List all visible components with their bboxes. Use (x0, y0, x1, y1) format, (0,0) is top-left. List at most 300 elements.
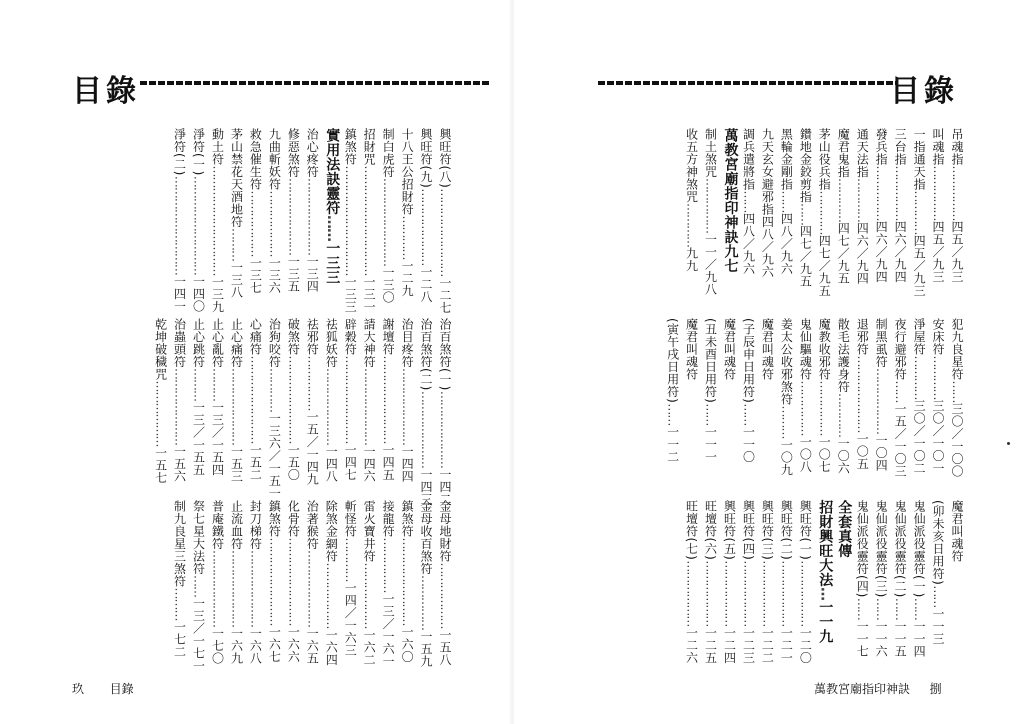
toc-entry-name: 魔君叫魂符 (722, 318, 737, 381)
toc-entry-page: 九九 (684, 247, 699, 272)
toc-leader-dots: …… (893, 380, 908, 403)
toc-entry-page: 一四八 (324, 445, 339, 483)
toc-entry-name: 姜太公收邪煞符 (779, 318, 794, 406)
toc-entry-page: 一〇八 (798, 435, 813, 473)
toc-entry (704, 500, 718, 670)
toc-entry-name: 斬怪符 (343, 500, 358, 538)
toc-entry-page: 一四一 (172, 274, 187, 313)
toc-entry-page: 一五六 (172, 445, 187, 483)
toc-entry-page: 一二五 (703, 626, 718, 664)
toc-leader-dots: ………………… (172, 368, 187, 445)
toc-leader-dots: ………… (912, 190, 927, 235)
toc-entry-page: 一一三 (931, 607, 946, 645)
toc-entry-name: 止心跳符 (191, 318, 206, 368)
right-footer-book-title: 萬教宮廟指印神訣 (814, 682, 911, 696)
toc-leader-dots: ………………… (419, 390, 434, 468)
toc-leader-dots: ……… (191, 368, 206, 401)
toc-entry-page: 一七〇 (210, 627, 225, 665)
toc-entry (893, 500, 907, 670)
toc-entry-name: 治心疼符 (305, 128, 320, 178)
toc-entry-page: 一一七 (855, 619, 870, 658)
toc-leader-dots: ………… (684, 203, 699, 247)
toc-entry (267, 318, 282, 500)
toc-leader-dots: … (817, 587, 834, 600)
toc-entry-name: 鬼仙派役靈符(三) (874, 500, 889, 598)
toc-entry-page: 一六五 (305, 627, 320, 665)
toc-entry-name: 退邪符 (855, 318, 870, 356)
toc-leader-dots: ………………… (248, 550, 263, 627)
toc-entry-page: 一一九 (817, 600, 834, 644)
toc-entry (685, 500, 699, 670)
toc-entry-page: 一四六 (362, 445, 377, 483)
toc-entry (779, 318, 793, 488)
toc-entry-name: 全套真傳 (836, 500, 853, 558)
toc-entry-name: 動土符 (210, 128, 225, 166)
toc-entry-page: 一二〇 (798, 626, 813, 664)
toc-entry-page: 一三六／一五一 (267, 412, 282, 500)
toc-entry-name: 旺壇符(六) (703, 500, 718, 561)
toc-entry-name: 乾坤破穢咒 (153, 318, 168, 381)
toc-entry-name: 興旺符(八) (438, 128, 452, 189)
toc-entry-name: 實用法訣靈符 (324, 128, 341, 215)
toc-entry-page: 一一〇 (741, 425, 756, 463)
toc-entry-name: 制黑虱符 (874, 318, 889, 368)
toc-entry (760, 500, 774, 670)
toc-leader-dots: ………… (836, 178, 851, 222)
toc-leader-dots: ……………… (362, 562, 377, 629)
toc-entry (210, 500, 224, 670)
toc-leader-dots: ……… (210, 368, 225, 401)
toc-entry-name: 調兵遣將指 (741, 128, 756, 191)
toc-entry-name: 封刀梯符 (248, 500, 263, 550)
toc-entry-page: 一六六 (286, 625, 301, 663)
toc-leader-dots: …… (703, 403, 718, 426)
toc-leader-dots: …………………… (286, 355, 301, 444)
toc-entry (173, 500, 187, 670)
toc-entry-name: 祭七星大法符 (191, 500, 206, 575)
toc-entry-name: 九曲斬妖符 (267, 128, 282, 191)
toc-entry (362, 128, 377, 313)
toc-entry-name: 魔教收邪符 (817, 318, 832, 381)
toc-entry (286, 318, 300, 488)
toc-entry-name: 發兵指 (874, 128, 889, 166)
toc-entry (324, 128, 340, 298)
toc-entry (343, 318, 357, 488)
toc-entry (931, 500, 945, 670)
toc-leader-dots: …………… (817, 380, 832, 436)
toc-entry-name: 接龍符 (381, 500, 396, 538)
toc-entry-name: 化骨符 (286, 500, 301, 538)
toc-leader-dots: …… (931, 585, 946, 608)
toc-entry-page: 一三六 (267, 256, 282, 294)
toc-entry-page: 四六／九四 (855, 222, 870, 285)
toc-entry (741, 318, 755, 488)
toc-entry-page: 四八／九六 (779, 212, 794, 275)
toc-entry (893, 128, 907, 298)
toc-entry-page: 四七／九五 (798, 225, 813, 288)
toc-entry-name: 治狗咬符 (267, 318, 282, 368)
toc-entry-page: 一四〇 (191, 274, 206, 313)
left-footer (72, 680, 134, 697)
toc-entry-page: 一五二 (248, 443, 263, 481)
toc-leader-dots: ……………… (267, 190, 282, 257)
toc-leader-dots: …………………… (267, 537, 282, 626)
toc-entry (685, 128, 699, 298)
toc-entry (267, 128, 281, 298)
toc-entry-page: 一三三 (343, 275, 358, 313)
toc-leader-dots: …… (741, 403, 756, 426)
toc-entry-page: 一三七 (248, 256, 263, 294)
toc-entry (874, 318, 888, 488)
right-page-title: 目錄 (890, 74, 958, 109)
toc-entry (305, 318, 319, 488)
toc-entry-page: 一五八 (438, 628, 452, 666)
toc-entry-page: 四七／九五 (817, 234, 832, 297)
toc-entry (741, 500, 755, 670)
toc-entry (324, 318, 338, 488)
toc-entry-page: 一六〇 (400, 625, 415, 663)
toc-entry-page: 一五三 (229, 445, 244, 483)
toc-entry-page: 一六八 (248, 627, 263, 665)
toc-entry (173, 318, 187, 488)
toc-entry-name: 止心亂符 (210, 318, 225, 368)
toc-entry-name: 散毛法護身符 (836, 318, 851, 393)
toc-entry-page: 一五九 (419, 630, 434, 668)
toc-leader-dots: ………………… (305, 550, 320, 627)
toc-entry (950, 128, 964, 298)
toc-leader-dots: ………………………… (362, 165, 377, 276)
toc-leader-dots: ………… (912, 355, 927, 400)
toc-entry-page: 一二七 (438, 276, 452, 314)
right-page (512, 0, 1024, 724)
toc-leader-dots: ……………………… (172, 175, 187, 275)
toc-entry-page: 一四三 (419, 467, 434, 506)
toc-entry (798, 318, 812, 488)
toc-entry-page: 一二八 (419, 265, 434, 303)
toc-entry (741, 128, 755, 298)
toc-leader-dots: ………………… (438, 390, 452, 468)
toc-entry-name: 破煞符 (286, 318, 301, 356)
toc-entry-name: 旺壇符(七) (684, 500, 699, 561)
toc-entry-name: 魔君叫魂符 (760, 318, 775, 381)
toc-entry-name: 招財咒 (362, 128, 377, 166)
toc-entry-name: 謝壇符 (381, 318, 396, 356)
toc-leader-dots: ………………… (305, 178, 320, 255)
toc-entry-page: 一四五 (381, 443, 396, 481)
toc-leader-dots: ………… (836, 393, 851, 437)
toc-entry-page: 三〇／一〇〇 (950, 402, 964, 478)
toc-leader-dots: ……………… (703, 560, 718, 627)
toc-entry (191, 128, 206, 313)
toc-entry-name: 治百煞符(二) (419, 318, 434, 391)
right-footer (814, 680, 942, 697)
toc-entry-name: (卯未亥日用符) (931, 500, 946, 586)
toc-entry-page: 一三五 (286, 255, 301, 293)
toc-entry (722, 500, 736, 670)
toc-entry-name: 犯九良星符 (950, 318, 964, 381)
toc-entry-name: 魔君叫魂符 (950, 500, 964, 563)
left-footer-section: 目錄 (109, 682, 134, 696)
toc-entry-name: 十八王公招財符 (400, 128, 415, 216)
toc-entry-name: 淨符(一) (191, 128, 206, 176)
toc-entry-name: 魔君鬼指 (836, 128, 851, 178)
toc-entry-page: 一五／一四九 (305, 410, 320, 486)
toc-entry-page: 一一四 (912, 619, 927, 658)
toc-leader-dots: …… (874, 597, 889, 620)
toc-entry (400, 318, 414, 488)
toc-entry-name: 興旺符(二) (779, 500, 794, 561)
toc-entry-name: 鬼仙派役靈符(四) (855, 500, 870, 598)
toc-leader-dots: ……………… (874, 368, 889, 434)
toc-entry-page: 一二九 (400, 259, 415, 297)
toc-entry-page: 一二三 (741, 626, 756, 664)
toc-entry (912, 500, 926, 670)
left-title-rule (140, 81, 490, 85)
toc-entry (154, 318, 168, 488)
toc-entry-page: 四五／九三 (950, 220, 964, 283)
toc-entry (874, 128, 888, 298)
toc-leader-dots: ……………… (438, 562, 452, 629)
toc-entry-page: 四七／九五 (836, 222, 851, 285)
toc-entry (381, 500, 395, 670)
toc-entry (874, 500, 888, 670)
toc-leader-dots: …………………… (381, 178, 396, 266)
toc-entry (855, 128, 869, 298)
toc-entry-name: 夜行避邪符 (893, 318, 908, 381)
toc-leader-dots: ………………… (400, 368, 415, 445)
toc-entry-name: 除煞金網符 (324, 500, 339, 563)
toc-entry (229, 500, 243, 670)
toc-entry-name: 治著猴符 (305, 500, 320, 550)
toc-entry (704, 318, 718, 488)
toc-entry-page: 一三／一五四 (210, 401, 225, 476)
toc-entry-name: 制土煞咒 (703, 128, 718, 178)
toc-entry (931, 318, 945, 488)
toc-entry-page: 一三八 (229, 261, 244, 299)
toc-leader-dots: ………… (343, 537, 358, 582)
toc-entry-page: 三〇／一〇二 (912, 399, 927, 475)
toc-leader-dots: ……………………… (191, 175, 206, 275)
toc-entry-page: 一二二 (760, 626, 775, 664)
toc-entry-name: 通天法指 (855, 128, 870, 178)
toc-leader-dots: …………………… (400, 537, 415, 626)
toc-entry (381, 128, 396, 304)
toc-entry-name: 興旺符(一) (798, 500, 813, 561)
toc-leader-dots: …………… (798, 380, 813, 436)
toc-entry (760, 318, 774, 488)
right-footer-page-number: 捌 (929, 682, 942, 696)
toc-entry-name: (丑未酉日用符) (703, 318, 718, 404)
toc-entry (912, 318, 926, 488)
toc-entry (798, 500, 812, 670)
toc-entry (400, 500, 414, 670)
toc-entry-name: 安床符 (931, 318, 946, 356)
toc-entry-name: 三台指 (893, 128, 908, 166)
toc-entry (229, 318, 243, 488)
toc-entry (305, 500, 319, 670)
toc-leader-dots: ……………… (741, 560, 756, 627)
toc-leader-dots: ……………… (798, 560, 813, 627)
toc-leader-dots: ……………… (722, 560, 737, 627)
toc-leader-dots: …… (798, 203, 813, 225)
toc-leader-dots: …… (912, 597, 927, 620)
toc-entry-name: 治蟲頭符 (172, 318, 187, 368)
toc-entry (817, 318, 831, 488)
toc-entry (267, 500, 281, 670)
toc-entry (192, 318, 206, 488)
toc-entry-name: 淨符(二) (172, 128, 187, 176)
toc-entry-page: 四六／九四 (893, 220, 908, 283)
toc-leader-dots: …… (855, 597, 870, 620)
toc-entry-name: 鑽地金鉸剪指 (798, 128, 813, 203)
toc-leader-dots: ……… (779, 405, 794, 439)
toc-entry-page: 九七 (722, 244, 739, 273)
toc-entry (172, 128, 187, 313)
toc-entry-name: 興旺符(四) (741, 500, 756, 561)
toc-entry-name: 淨屋符 (912, 318, 927, 356)
toc-entry-page: 一七二 (172, 620, 187, 658)
toc-entry (400, 128, 414, 298)
toc-entry-name: (寅午戌日用符) (665, 318, 680, 404)
right-title-rule (598, 81, 898, 85)
toc-entry-page: 一五七 (153, 446, 168, 484)
toc-entry-page: 一三〇 (381, 266, 396, 304)
toc-entry-page: 一二一 (779, 626, 794, 664)
toc-entry-name: (子辰申日用符) (741, 318, 756, 404)
toc-entry (950, 318, 964, 488)
toc-entry-page: 一二六 (684, 626, 699, 664)
toc-leader-dots: …………… (874, 165, 889, 221)
toc-leader-dots: …………… (305, 355, 320, 411)
toc-entry (419, 128, 434, 303)
toc-entry (836, 500, 852, 670)
toc-entry (438, 318, 452, 506)
toc-entry-name: 金母地財符 (438, 500, 452, 563)
toc-leader-dots: ……………… (324, 562, 339, 629)
toc-entry (836, 128, 850, 298)
toc-leader-dots: ………… (817, 190, 832, 235)
toc-entry (248, 500, 262, 670)
toc-leader-dots: …………………… (438, 188, 452, 277)
toc-entry-name: 請大神符 (362, 318, 377, 368)
toc-entry-page: 一三／一五五 (191, 401, 206, 476)
toc-entry-name: 鬼仙驅魂符 (798, 318, 813, 381)
toc-entry-page: 一一五 (893, 619, 908, 658)
toc-leader-dots: …………………… (381, 355, 396, 444)
toc-entry-name: 魔君叫魂符 (684, 318, 699, 381)
toc-leader-dots: ……………… (779, 560, 794, 627)
toc-leader-dots: ……………… (684, 560, 699, 627)
toc-entry-name: 鎮煞符 (267, 500, 282, 538)
toc-entry-page: 一一一 (703, 425, 718, 463)
toc-entry (343, 128, 358, 313)
toc-entry (192, 500, 206, 670)
toc-entry-page: 一四四 (400, 445, 415, 483)
toc-entry-name: 雷火寶井符 (362, 500, 377, 563)
toc-entry-page: 四六／九四 (874, 220, 889, 283)
toc-entry-page: 三〇／一〇一 (931, 399, 946, 475)
toc-entry-page: 一六二 (362, 628, 377, 666)
toc-entry-name: 興旺符(九) (419, 128, 434, 189)
toc-leader-dots: ………… (267, 368, 282, 412)
toc-leader-dots: ………… (855, 178, 870, 222)
toc-entry-name: 鬼仙派役靈符(二) (893, 500, 908, 598)
toc-entry-name: 萬教宮廟指印神訣 (722, 128, 739, 244)
toc-leader-dots: ………… (400, 215, 415, 260)
toc-entry (248, 128, 262, 298)
toc-entry-name: 一指通天指 (912, 128, 927, 191)
toc-entry (305, 128, 319, 298)
toc-leader-dots: ………………… (855, 355, 870, 433)
left-footer-page-number: 玖 (72, 682, 85, 696)
toc-entry-page: 一二四 (722, 626, 737, 664)
toc-entry-page: 一三一 (362, 275, 377, 313)
toc-leader-dots: …… (950, 380, 964, 403)
toc-leader-dots: …… (779, 190, 794, 213)
toc-entry-name: 鎮煞符 (400, 500, 415, 538)
toc-leader-dots: ………………………… (343, 165, 358, 276)
toc-leader-dots: ……… (172, 587, 187, 621)
toc-entry (817, 128, 831, 298)
toc-entry-page: 一三四 (305, 255, 320, 293)
toc-entry-name: 祛邪符 (305, 318, 320, 356)
toc-entry-page: 一三／一七一 (191, 597, 206, 672)
toc-entry (855, 318, 869, 488)
toc-leader-dots: …… (324, 215, 341, 241)
toc-leader-dots: ………………… (324, 368, 339, 445)
toc-leader-dots: …… (665, 403, 680, 426)
toc-leader-dots: …………… (381, 537, 396, 593)
toc-entry (286, 128, 300, 298)
toc-entry-page: 一一二 (665, 425, 680, 463)
toc-entry-name: 九天玄女避邪指 (760, 128, 775, 216)
toc-entry-name: 鬼仙派役靈符(一) (912, 500, 927, 598)
toc-leader-dots: ………………… (229, 550, 244, 627)
toc-entry (931, 128, 945, 298)
toc-entry-name: 茅山禁花天酒地符 (229, 128, 244, 228)
toc-leader-dots: …… (893, 597, 908, 620)
toc-entry (362, 500, 376, 670)
toc-entry (950, 500, 964, 670)
toc-entry (210, 128, 225, 313)
toc-entry (381, 318, 395, 488)
toc-entry-name: 止心痛符 (229, 318, 244, 368)
toc-entry-name: 治百煞符(一) (438, 318, 452, 391)
toc-entry-page: 一一／九八 (703, 233, 718, 296)
toc-entry (685, 318, 699, 488)
toc-entry-page: 一〇六 (836, 437, 851, 475)
toc-entry-name: 叫魂指 (931, 128, 946, 166)
toc-entry-page: 四八／九六 (760, 215, 775, 278)
toc-entry-page: 一〇九 (779, 438, 794, 476)
toc-entry (666, 318, 680, 488)
toc-entry-page: 一五／一〇三 (893, 402, 908, 478)
toc-entry-name: 修惡煞符 (286, 128, 301, 178)
toc-entry (210, 318, 224, 488)
toc-entry-page: 一五〇 (286, 443, 301, 481)
toc-leader-dots: …………… (950, 165, 964, 221)
toc-leader-dots: …………………… (343, 355, 358, 444)
toc-entry (419, 500, 433, 670)
toc-entry-page: 一六四 (324, 628, 339, 666)
toc-leader-dots: …………………… (248, 355, 263, 444)
toc-entry-name: 茅山役兵指 (817, 128, 832, 191)
toc-entry-name: 治目疼符 (400, 318, 415, 368)
toc-leader-dots: ………………… (286, 178, 301, 255)
toc-entry (855, 500, 869, 670)
toc-entry-page: 一四二 (438, 467, 452, 506)
toc-entry-page: 一一六 (874, 619, 889, 658)
